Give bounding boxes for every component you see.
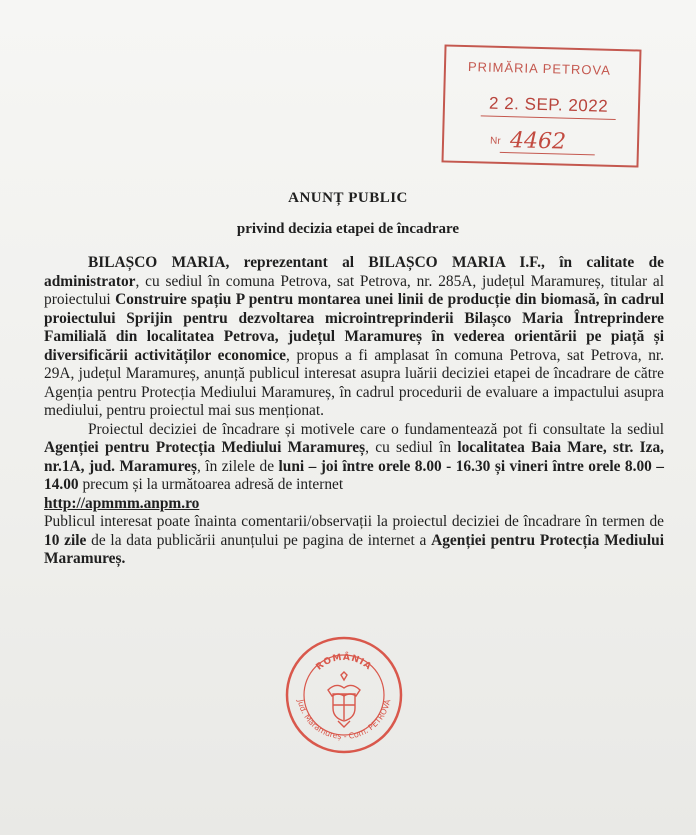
coat-of-arms-icon xyxy=(328,672,360,727)
paragraph-announcement xyxy=(44,254,664,421)
stamp-nr-value: 4462 xyxy=(509,128,567,155)
round-seal xyxy=(283,634,405,756)
para2-segment: , în zilele de xyxy=(197,457,279,475)
website-link[interactable]: http://apmmm.anpm.ro xyxy=(44,494,200,512)
document-body xyxy=(44,254,664,569)
document-title: ANUNȚ PUBLIC xyxy=(288,190,408,206)
seal-ring-text: Jud. Maramureș - Com. PETROVA xyxy=(295,698,393,742)
paragraph-comments xyxy=(44,513,664,569)
para1-segment: , cu sediul în comuna Petrova, sat Petrova, nr. 285A, județul Maramureș, titular al proiectului xyxy=(44,272,664,308)
stamp-nr-label: Nr xyxy=(489,135,501,147)
para3-segment: de la data publicării anunțului pe pagina de internet a xyxy=(86,531,432,549)
paragraph-consultation xyxy=(44,421,664,495)
para3-segment: Publicul interesat poate înainta comentarii/observații la proiectul deciziei de încadrare în termen de xyxy=(44,513,664,530)
para1-segment: BILAȘCO MARIA xyxy=(88,254,226,271)
para1-segment: , reprezentant al xyxy=(225,254,369,271)
stamp-nr-line xyxy=(500,152,595,155)
para1-segment: BILAȘCO MARIA I.F. xyxy=(368,254,542,271)
para2-segment: precum și la următoarea adresă de internet xyxy=(78,476,344,493)
seal-top-text: ROMÂNIA xyxy=(314,652,374,673)
para2-segment: Agenției pentru Protecția Mediului Maramureș xyxy=(44,439,366,456)
para3-segment: Agenției pentru Protecția Mediului Maramureș. xyxy=(44,531,664,567)
para2-segment: luni – joi între orele 8.00 - 16.30 și vineri între orele 8.00 – 14.00 xyxy=(44,457,664,493)
stamp-date: 2 2. SEP. 2022 xyxy=(488,93,609,116)
document-subtitle: privind decizia etapei de încadrare xyxy=(236,221,460,237)
website-line xyxy=(44,495,664,514)
stamp-institution: PRIMĂRIA PETROVA xyxy=(467,59,612,78)
para2-segment: Proiectul deciziei de încadrare și motivele care o fundamentează pot fi consultate la sediul xyxy=(88,420,664,438)
para1-segment: , propus a fi amplasat în comuna Petrova, sat Petrova, nr. 29A, județul Maramureș, anunță publicul interesat asupra luării deciziei etapei de încadrare de către Agenția pentru Protecția Mediului Maramureș, în cadrul procedurii de evaluare a impactului asupra mediului, pentru proiectul mai sus menționat. xyxy=(44,346,665,419)
para3-segment: 10 zile xyxy=(44,531,87,549)
registration-stamp xyxy=(441,44,641,167)
para2-segment: localitatea Baia Mare, str. Iza, nr.1A, jud. Maramureș xyxy=(44,439,665,475)
para2-segment: , cu sediul în xyxy=(365,439,458,456)
para1-segment: Construire spațiu P pentru montarea unei linii de producție din biomasă, în cadrul proiectului Sprijin pentru dezvoltarea microintreprinderii Bilașco Maria Întreprindere Familială din localitatea Petrova, județul Maramureș în vederea orientării pe piață și diversificării activităților economice xyxy=(44,291,664,364)
para1-segment: , în calitate de administrator xyxy=(44,254,664,290)
